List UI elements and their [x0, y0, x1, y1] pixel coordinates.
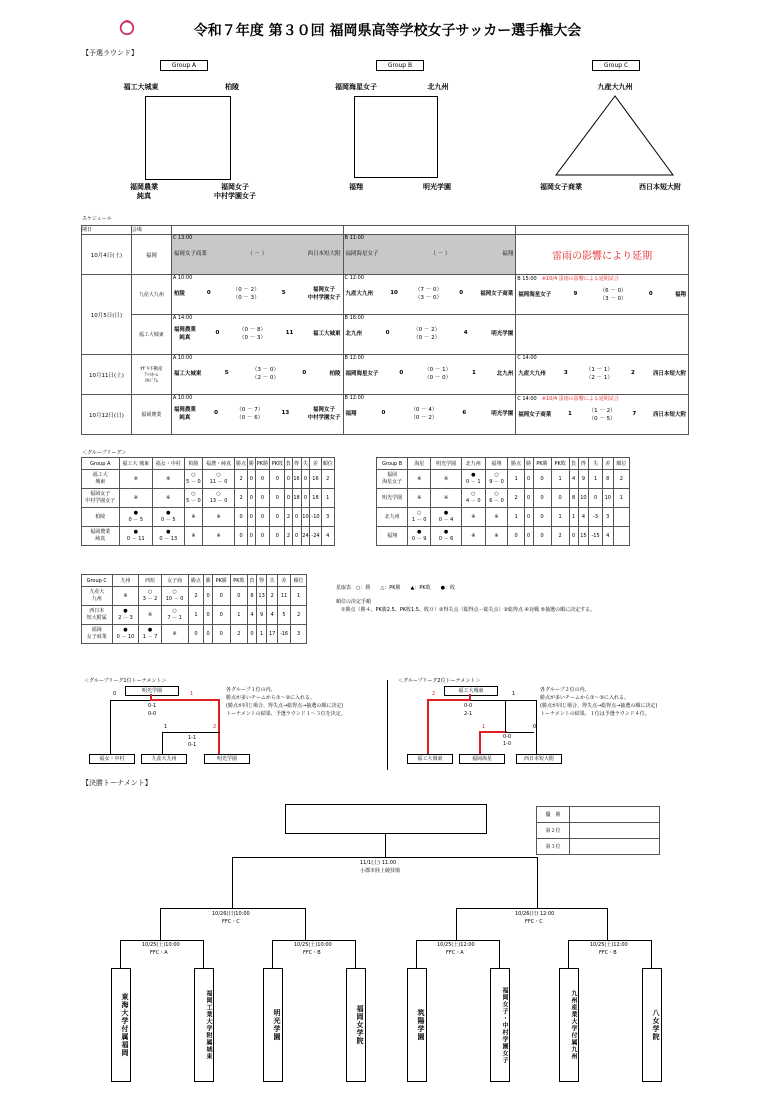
final-team-box: 福岡女学院	[346, 968, 366, 1082]
standings-cell: 0	[230, 587, 248, 606]
standings-table-b	[376, 457, 630, 546]
standings-header-cell: 福農・純真	[203, 458, 235, 470]
standings-cell: 18	[292, 489, 301, 508]
schedule-header-venue: 会場	[131, 226, 171, 235]
standings-cell: 1	[551, 508, 569, 527]
schedule-venue: 福岡農業	[131, 395, 171, 435]
standings-cell: 4	[321, 527, 334, 546]
match-cell: B 15:00 ※10/4 雷雨の影響による延期試合 福岡海星女子 9 （6 － 0） （3 － 0） 0 福翔	[516, 275, 689, 315]
standings-header-cell: 勝	[204, 575, 213, 587]
standings-cell: 0	[270, 470, 285, 489]
standings-cell: 10	[602, 489, 613, 508]
standings-cell: ● 0 － 5	[153, 508, 185, 527]
final-team-box: 筑陽学園	[407, 968, 427, 1082]
standings-cell: 1	[230, 606, 248, 625]
standings-header-cell: 得	[578, 458, 589, 470]
standings-cell: ● 1 － 7	[139, 625, 161, 644]
standings-header-cell: Group A	[82, 458, 120, 470]
standings-cell: 0	[533, 470, 551, 489]
standings-cell: ※	[462, 508, 486, 527]
standings-cell	[613, 527, 629, 546]
standings-cell: ※	[153, 489, 185, 508]
standings-cell: ※	[184, 508, 203, 527]
standings-cell: 0	[533, 508, 551, 527]
match-cell: C 14:00 ※10/4 雷雨の影響による延期試合 福岡女子商業 1 （1 － 2） （0 － 5） 7 西日本短大附	[516, 395, 689, 435]
standings-cell: 10	[578, 489, 589, 508]
standings-cell: 1	[569, 508, 578, 527]
rule-title: 順位の決定手順	[336, 599, 372, 605]
standings-cell: 0	[270, 489, 285, 508]
standings-header-cell: 差	[310, 458, 321, 470]
standings-cell: ● 0 － 13	[153, 527, 185, 546]
standings-cell: ※	[408, 489, 431, 508]
standings-row	[82, 508, 335, 527]
standings-cell: ※	[408, 470, 431, 489]
group-b-team: 北九州	[427, 83, 449, 91]
standings-cell: 0	[524, 470, 533, 489]
schedule-date: 10月11日(土)	[82, 355, 132, 395]
standings-header-cell: 勝	[524, 458, 533, 470]
standings-cell: 2	[508, 489, 524, 508]
standings-row	[82, 625, 307, 644]
standings-header-cell: 勝点	[508, 458, 524, 470]
standings-cell: 1	[321, 489, 334, 508]
standings-cell: 明光学園	[377, 489, 408, 508]
schedule-label: スケジュール	[82, 216, 112, 222]
standings-header-cell: 負	[248, 575, 257, 587]
results-table: 優 勝 第２位 第３位	[536, 806, 660, 855]
schedule-venue: ｵｻﾞｷ不動産 ｱｯﾄﾎｰﾑ ｽﾀｼﾞｱﾑ	[131, 355, 171, 395]
standings-cell: 24	[301, 527, 310, 546]
standings-cell: 0	[569, 527, 578, 546]
standings-cell: 西日本 短大附属	[82, 606, 113, 625]
standings-row	[82, 527, 335, 546]
standings-cell: 0	[524, 527, 533, 546]
standings-header-cell: 得	[292, 458, 301, 470]
group-b-team: 明光学園	[423, 183, 451, 191]
final-team-box: 八女学院	[642, 968, 662, 1082]
standings-cell: 13	[256, 587, 267, 606]
t1-description: 各グループ１位の内、 勝点が多いチームから①～③に入れる。 (勝点が同じ場合、得失点→総得点→抽選の順に決定) トーナメントの結果、予選ラウンド１～３位を決定。	[226, 687, 346, 717]
standings-cell: 0	[524, 508, 533, 527]
standings-cell: 1	[508, 508, 524, 527]
standings-cell: 8	[569, 489, 578, 508]
standings-header-cell: 福翔	[485, 458, 508, 470]
standings-table-a	[81, 457, 335, 546]
standings-cell: 福岡農業 純真	[82, 527, 120, 546]
schedule-date: 10月12日(日)	[82, 395, 132, 435]
standings-cell: ○ 7 － 1	[161, 606, 188, 625]
standings-header-cell: 柏陵	[184, 458, 203, 470]
match-cell: A 10:00 福岡農業 純真 0 （0 － 7） （0 － 6） 13 福岡女子 中村学園女子	[171, 395, 343, 435]
final-team-box: 福岡工業大学附属城東	[194, 968, 214, 1082]
standings-cell: 2	[234, 470, 247, 489]
standings-header-cell: PK敗	[230, 575, 248, 587]
standings-cell: ※	[485, 508, 508, 527]
standings-header-cell: 失	[301, 458, 310, 470]
standings-cell: ● 0 － 4	[431, 508, 462, 527]
rule-text: ①勝点（勝４、PK勝2.5、PK敗1.5、敗０）②得失点（総得点－総失点）③総得点 ④対戦 ⑤抽選の順に決定する。	[341, 607, 596, 613]
match-cell: B 16:00 北九州 0 （0 － 2） （0 － 2） 4 明光学園	[343, 315, 516, 355]
standings-cell: 18	[310, 489, 321, 508]
match-cell-postponed: C 13:00 福岡女子商業 （ － ） 西日本短大附	[171, 235, 343, 275]
standings-cell: 0	[248, 489, 255, 508]
standings-cell: 0	[248, 527, 255, 546]
standings-cell: 0	[533, 489, 551, 508]
standings-cell: 0	[212, 625, 230, 644]
standings-cell: 福岡 海星女子	[377, 470, 408, 489]
t2-top-box: 福工大城東	[444, 686, 498, 696]
standings-cell: ○ 9 － 0	[485, 470, 508, 489]
schedule-venue: 九産大九州	[131, 275, 171, 315]
standings-cell: 福工大 城東	[82, 470, 120, 489]
standings-cell: 1	[613, 489, 629, 508]
standings-cell: 北九州	[377, 508, 408, 527]
standings-cell: 0	[234, 527, 247, 546]
standings-cell: 0	[285, 470, 292, 489]
t2-team-box: 西日本短大附	[516, 754, 562, 764]
standings-cell: 3	[602, 508, 613, 527]
standings-cell: 0	[270, 527, 285, 546]
standings-cell: 0	[301, 470, 310, 489]
standings-header-cell: 負	[569, 458, 578, 470]
standings-header-cell: 九州	[112, 575, 139, 587]
group-b-team: 福翔	[349, 183, 363, 191]
standings-cell: 4	[267, 606, 278, 625]
standings-cell: 0	[248, 508, 255, 527]
standings-cell: 2	[321, 470, 334, 489]
standings-cell: 柏陵	[82, 508, 120, 527]
final-section-label: 【決勝トーナメント】	[82, 779, 152, 787]
standings-cell: 0	[255, 508, 270, 527]
standings-row	[377, 508, 630, 527]
standings-cell: 0	[524, 489, 533, 508]
standings-cell: -10	[310, 508, 321, 527]
match-cell: A 10:00 柏陵 0 （0 － 2） （0 － 3） 5 福岡女子 中村学園女子	[171, 275, 343, 315]
standings-cell: 4	[569, 470, 578, 489]
standings-header-cell: 差	[602, 458, 613, 470]
standings-cell: 16	[292, 470, 301, 489]
standings-cell: 0	[204, 606, 213, 625]
standings-cell: 4	[578, 508, 589, 527]
t2-team-box: 福工大城東	[407, 754, 453, 764]
standings-cell: ※	[112, 587, 139, 606]
standings-cell: ※	[119, 489, 152, 508]
standings-cell: 1	[291, 587, 307, 606]
standings-cell: ○ 13 － 0	[203, 489, 235, 508]
standings-cell: 1	[589, 470, 602, 489]
standings-header-cell: 失	[589, 458, 602, 470]
t1-team-box: 九産大九州	[141, 754, 187, 764]
standings-cell: 10	[301, 508, 310, 527]
standings-cell: 2	[613, 470, 629, 489]
standings-row	[377, 527, 630, 546]
standings-header-cell: 失	[267, 575, 278, 587]
schedule-venue: 福工大城東	[131, 315, 171, 355]
schedule-header-date: 期日	[82, 226, 132, 235]
standings-cell: ※	[184, 527, 203, 546]
match-cell: B 12:00 福翔 0 （0 － 4） （0 － 2） 6 明光学園	[343, 395, 516, 435]
group-a-team: 福岡農業 純真	[130, 183, 158, 200]
standings-header-cell: 福工大 城東	[119, 458, 152, 470]
standings-row	[82, 587, 307, 606]
standings-cell: ※	[139, 606, 161, 625]
standings-cell: ※	[431, 470, 462, 489]
standings-cell: 0	[292, 508, 301, 527]
standings-cell: 0	[589, 489, 602, 508]
standings-cell: 0	[204, 625, 213, 644]
standings-cell: ● 0 － 5	[119, 508, 152, 527]
prelim-section-label: 【予選ラウンド】	[82, 49, 138, 57]
match-cell: B 12:00 福岡海星女子 0 （0 － 1） （0 － 0） 1 北九州	[343, 355, 516, 395]
standings-cell: 福岡 女子商業	[82, 625, 113, 644]
league-section-label: ＜グループリーグ＞	[82, 450, 127, 456]
standings-row	[377, 489, 630, 508]
match-cell-postponed: B 11:00 福岡海星女子 （ － ） 福翔	[343, 235, 516, 275]
t2-description: 各グループ２位の内、 勝点が多いチームから①～③に入れる。 (勝点が同じ場合、得失点→総得点→抽選の順に決定) トーナメントの結果、１位は予選ラウンド４位。	[540, 687, 658, 717]
standings-row	[377, 470, 630, 489]
group-b-team: 福岡海星女子	[335, 83, 377, 91]
standings-cell: ※	[462, 527, 486, 546]
standings-header-cell: 北九州	[462, 458, 486, 470]
standings-cell: 0	[285, 489, 292, 508]
standings-cell: -3	[589, 508, 602, 527]
t1-team-box: 福女・中村	[89, 754, 135, 764]
standings-table-c	[81, 574, 307, 644]
standings-cell: 15	[578, 527, 589, 546]
standings-cell: 2	[234, 489, 247, 508]
match-cell: C 14:00 九産大九州 3 （1 － 1） （2 － 1） 2 西日本短大附	[516, 355, 689, 395]
standings-cell: ○ 3 － 2	[139, 587, 161, 606]
standings-cell: ● 0 － 1	[462, 470, 486, 489]
standings-cell: 1	[256, 625, 267, 644]
final-team-box: 福岡女子・中村学園女子	[490, 968, 510, 1082]
group-c-triangle	[555, 95, 675, 177]
standings-header-cell: 西短	[139, 575, 161, 587]
standings-cell: 福翔	[377, 527, 408, 546]
standings-cell: 3	[291, 625, 307, 644]
t1-team-box: 明光学園	[204, 754, 250, 764]
standings-cell: 0	[533, 527, 551, 546]
match-cell: A 14:00 福岡農業 純真 0 （0 － 8） （0 － 3） 11 福工大城東	[171, 315, 343, 355]
standings-header-cell: 順位	[291, 575, 307, 587]
standings-row	[82, 470, 335, 489]
standings-header-cell: 負	[285, 458, 292, 470]
standings-cell: ※	[431, 489, 462, 508]
standings-cell: 0	[301, 489, 310, 508]
standings-cell: ※	[203, 527, 235, 546]
standings-cell: 2	[188, 587, 204, 606]
group-a-team: 福岡女子 中村学園女子	[214, 183, 256, 200]
standings-cell: ※	[203, 508, 235, 527]
final-venue: 小郡市陸上競技場	[360, 868, 401, 874]
standings-cell: 1	[508, 470, 524, 489]
group-b-label: Group B	[376, 60, 424, 71]
standings-cell: 1	[188, 606, 204, 625]
t2-label: ＜グループリーグ2位トーナメント＞	[398, 678, 481, 684]
group-a-label: Group A	[160, 60, 208, 71]
standings-header-cell: PK勝	[533, 458, 551, 470]
standings-cell: ※	[485, 527, 508, 546]
standings-cell: 0	[248, 470, 255, 489]
standings-cell: ○ 4 － 0	[462, 489, 486, 508]
standings-header-cell: PK敗	[551, 458, 569, 470]
standings-header-cell: 得	[256, 575, 267, 587]
standings-header-cell: 女子商	[161, 575, 188, 587]
standings-cell: 4	[602, 527, 613, 546]
standings-row	[82, 606, 307, 625]
group-c-team: 西日本短大附	[639, 183, 681, 191]
standings-header-cell: Group C	[82, 575, 113, 587]
standings-cell: ● 0 － 6	[431, 527, 462, 546]
standings-cell: ※	[119, 470, 152, 489]
legend-text: 星取表 ○：勝 △：PK勝 ▲：PK敗 ●：敗	[336, 585, 456, 591]
page-title: 令和７年度 第３０回 福岡県高等学校女子サッカー選手権大会	[193, 23, 582, 39]
standings-header-cell: 差	[277, 575, 290, 587]
standings-cell: 0	[212, 587, 230, 606]
t1-label: ＜グループリーグ1位トーナメント＞	[84, 678, 167, 684]
standings-cell: ○ 10 － 0	[161, 587, 188, 606]
standings-cell: 0	[204, 587, 213, 606]
standings-cell: -15	[589, 527, 602, 546]
final-date: 11/1(土) 11:00	[360, 860, 397, 866]
match-cell-empty	[516, 315, 689, 355]
standings-header-cell: Group B	[377, 458, 408, 470]
standings-cell: ○ 1 － 0	[408, 508, 431, 527]
standings-header-cell: 福女・中村	[153, 458, 185, 470]
standings-cell: 0	[255, 489, 270, 508]
standings-header-cell: 勝点	[234, 458, 247, 470]
group-a-team: 柏陵	[225, 83, 239, 91]
group-a-team: 福工大城東	[123, 83, 159, 91]
final-team-box: 明光学園	[263, 968, 283, 1082]
standings-cell: ○ 5 － 0	[184, 470, 203, 489]
schedule-date: 10月4日(土)	[82, 235, 132, 275]
standings-header-cell: 明光学園	[431, 458, 462, 470]
group-b-square	[354, 96, 438, 178]
group-c-team: 九産大九州	[597, 83, 633, 91]
standings-cell: 2	[230, 625, 248, 644]
champion-box	[285, 804, 487, 834]
standings-cell: 1	[551, 470, 569, 489]
standings-cell: ※	[153, 470, 185, 489]
final-team-box: 東海大学付属福岡	[111, 968, 131, 1082]
standings-header-cell: PK敗	[270, 458, 285, 470]
standings-cell: 3	[321, 508, 334, 527]
standings-cell: 九産大 九州	[82, 587, 113, 606]
standings-cell: 0	[508, 527, 524, 546]
standings-cell: 0	[248, 625, 257, 644]
standings-cell: ※	[161, 625, 188, 644]
standings-cell: 9	[578, 470, 589, 489]
standings-cell: 0	[234, 508, 247, 527]
t1-top-box: 明光学園	[125, 686, 179, 696]
standings-cell: 2	[285, 527, 292, 546]
standings-cell: 2	[285, 508, 292, 527]
standings-cell: 2	[291, 606, 307, 625]
standings-cell: 0	[551, 489, 569, 508]
group-a-square	[145, 96, 231, 180]
standings-header-cell: 海星	[408, 458, 431, 470]
standings-cell: 0	[255, 527, 270, 546]
standings-header-cell: 勝点	[188, 575, 204, 587]
standings-cell: ● 0 － 9	[408, 527, 431, 546]
match-cell: A 10:00 福工大城東 5 （3 － 0） （2 － 0） 0 柏陵	[171, 355, 343, 395]
standings-cell: 17	[267, 625, 278, 644]
final-team-box: 九州産業大学付属九州	[559, 968, 579, 1082]
standings-row	[82, 489, 335, 508]
standings-cell: 0	[270, 508, 285, 527]
standings-cell: 0	[292, 527, 301, 546]
standings-cell: ● 0 － 10	[112, 625, 139, 644]
standings-cell: ○ 11 － 0	[203, 470, 235, 489]
standings-header-cell: 順位	[321, 458, 334, 470]
schedule-date: 10月5日(日)	[82, 275, 132, 355]
standings-cell: 2	[551, 527, 569, 546]
standings-cell: 8	[602, 470, 613, 489]
standings-cell: 8	[248, 587, 257, 606]
schedule-table	[81, 225, 689, 435]
standings-cell: 4	[248, 606, 257, 625]
standings-cell: 9	[256, 606, 267, 625]
standings-cell: 16	[310, 470, 321, 489]
group-c-label: Group C	[592, 60, 640, 71]
standings-cell: 0	[255, 470, 270, 489]
standings-cell: -24	[310, 527, 321, 546]
standings-cell: 11	[277, 587, 290, 606]
schedule-venue: 福岡	[131, 235, 171, 275]
standings-cell: ● 0 － 11	[119, 527, 152, 546]
standings-cell	[613, 508, 629, 527]
standings-cell: 5	[277, 606, 290, 625]
standings-cell: ○ 5 － 0	[184, 489, 203, 508]
standings-cell: 0	[212, 606, 230, 625]
standings-cell: 2	[267, 587, 278, 606]
match-cell: C 12:00 九産大九州 10 （7 － 0） （3 － 0） 0 福岡女子商業	[343, 275, 516, 315]
postpone-note: 雷雨の影響により延期	[516, 235, 689, 275]
standings-header-cell: 順位	[613, 458, 629, 470]
group-c-team: 福岡女子商業	[540, 183, 582, 191]
standings-cell: ● 2 － 3	[112, 606, 139, 625]
standings-cell: ○ 6 － 0	[485, 489, 508, 508]
t2-team-box: 福岡海星	[459, 754, 505, 764]
standings-header-cell: PK勝	[255, 458, 270, 470]
standings-cell: 福岡女子 中村学園女子	[82, 489, 120, 508]
standings-header-cell: 勝	[248, 458, 255, 470]
standings-header-cell: PK勝	[212, 575, 230, 587]
standings-cell: 0	[188, 625, 204, 644]
standings-cell: -16	[277, 625, 290, 644]
